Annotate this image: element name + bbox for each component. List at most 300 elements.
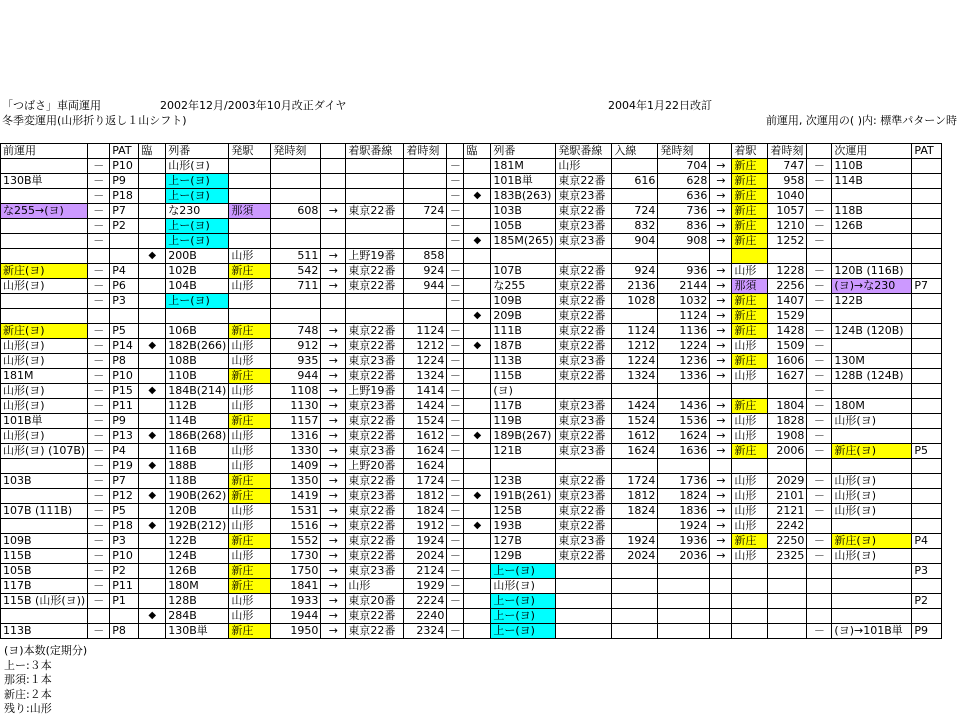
table-cell: － [88,459,110,474]
table-cell [139,504,166,519]
table-cell: P8 [110,354,139,369]
table-cell [1,189,88,204]
table-cell: → [321,264,346,279]
table-cell: P13 [110,429,139,444]
table-cell [768,579,807,594]
table-cell: － [88,294,110,309]
table-cell: 1730 [271,549,321,564]
table-cell: 944 [271,369,321,384]
table-cell: P3 [912,564,942,579]
table-cell: 山形(ヨ) [832,489,912,504]
table-cell [404,294,447,309]
table-cell [832,189,912,204]
table-cell: － [88,519,110,534]
table-cell: ◆ [139,339,166,354]
table-cell: 1336 [658,369,710,384]
table-cell: 東京23番 [346,564,404,579]
table-cell [556,579,612,594]
column-header: 列番 [166,144,229,159]
table-cell: 130B単 [1,174,88,189]
table-cell [321,159,346,174]
table-cell [464,624,491,639]
table-cell: P4 [110,264,139,279]
table-cell: 新庄 [732,309,768,324]
table-cell: － [88,324,110,339]
table-cell [139,399,166,414]
table-cell: － [88,624,110,639]
column-header: 発時刻 [658,144,710,159]
table-cell: 130B単 [166,624,229,639]
table-row [1,159,942,174]
table-cell [768,459,807,474]
table-cell [612,384,658,399]
table-cell: － [807,204,832,219]
table-cell [832,459,912,474]
table-cell: 1804 [768,399,807,414]
table-cell: 181M [1,369,88,384]
table-cell: 110B [166,369,229,384]
table-cell: － [807,474,832,489]
table-cell: 1436 [658,399,710,414]
table-cell [321,219,346,234]
table-cell [464,444,491,459]
table-cell: － [88,444,110,459]
column-header: 臨 [139,144,166,159]
table-cell: 736 [658,204,710,219]
table-cell: 1636 [658,444,710,459]
table-cell: 山形(ヨ) [832,414,912,429]
table-cell: 187B [491,339,556,354]
table-cell: 1212 [612,339,658,354]
table-cell: 新庄(ヨ) [832,534,912,549]
table-cell [139,189,166,204]
table-cell: 1924 [404,534,447,549]
table-cell [832,429,912,444]
table-cell: － [807,429,832,444]
table-cell: 2101 [768,489,807,504]
table-cell: 115B [1,549,88,564]
table-cell [912,264,942,279]
table-cell [271,159,321,174]
table-cell: 1924 [658,519,710,534]
table-cell: 東京22番 [346,429,404,444]
table-cell: → [321,399,346,414]
table-cell [321,234,346,249]
table-cell: 山形 [229,429,271,444]
table-cell: 1330 [271,444,321,459]
table-cell: 上ー(ヨ) [166,294,229,309]
table-cell: P5 [912,444,942,459]
table-cell: 109B [491,294,556,309]
table-cell: 2024 [612,549,658,564]
table-cell [110,309,139,324]
table-cell: 117B [1,579,88,594]
table-cell: 山形(ヨ) [491,579,556,594]
table-cell: ◆ [139,489,166,504]
table-cell [139,594,166,609]
table-cell: → [321,369,346,384]
table-cell: 東京23番 [556,414,612,429]
table-cell: － [807,339,832,354]
table-cell [912,384,942,399]
revision-date: 2004年1月22日改訂 [608,99,712,112]
table-cell: 東京22番 [346,474,404,489]
table-cell: 105B [1,564,88,579]
table-cell: － [447,369,464,384]
column-header [88,144,110,159]
table-cell [271,294,321,309]
table-cell: － [807,534,832,549]
table-cell [612,624,658,639]
table-cell: 944 [404,279,447,294]
table-cell: 1124 [658,309,710,324]
table-row [1,504,942,519]
table-row [1,444,942,459]
table-cell [447,249,464,264]
table-cell: 104B [166,279,229,294]
table-cell: 1529 [768,309,807,324]
table-cell: － [807,279,832,294]
table-cell: － [447,339,464,354]
table-cell: － [807,354,832,369]
table-cell: 東京22番 [346,279,404,294]
table-cell: － [88,579,110,594]
table-cell [464,279,491,294]
table-cell: 511 [271,249,321,264]
table-cell [139,624,166,639]
table-cell: － [447,189,464,204]
table-cell [912,339,942,354]
table-cell: 東京22番 [556,174,612,189]
table-cell: － [447,384,464,399]
table-cell: 115B [491,369,556,384]
table-cell: P6 [110,279,139,294]
column-header: 着時刻 [768,144,807,159]
table-cell: → [710,219,732,234]
table-cell [110,234,139,249]
table-cell: － [807,444,832,459]
table-cell: － [88,534,110,549]
table-cell [346,159,404,174]
table-cell [229,219,271,234]
table-cell [768,609,807,624]
table-cell: － [447,354,464,369]
table-cell: 1624 [612,444,658,459]
table-cell: 東京22番 [346,504,404,519]
table-cell [139,294,166,309]
revision-text: 2002年12月/2003年10月改正ダイヤ [160,99,347,112]
table-cell: 東京22番 [346,414,404,429]
table-cell: 那須 [732,279,768,294]
table-cell: 東京22番 [556,339,612,354]
table-cell: 1424 [404,399,447,414]
table-cell: 2224 [404,594,447,609]
table-cell: 東京22番 [346,549,404,564]
table-cell: 東京22番 [556,474,612,489]
table-cell: － [807,264,832,279]
table-cell: 山形 [732,549,768,564]
table-cell [139,234,166,249]
table-cell: 1750 [271,564,321,579]
table-cell: 616 [612,174,658,189]
table-cell: 106B [166,324,229,339]
table-cell: 124B [166,549,229,564]
table-cell: 新庄 [229,369,271,384]
table-cell: P2 [110,564,139,579]
table-cell: ◆ [464,234,491,249]
table-cell: 1424 [612,399,658,414]
table-cell: 103B [491,204,556,219]
table-cell: 109B [1,534,88,549]
table-cell [832,609,912,624]
table-cell [464,384,491,399]
table-cell [912,294,942,309]
table-cell: 東京23番 [556,534,612,549]
table-cell: － [88,489,110,504]
table-cell [491,249,556,264]
table-cell [912,369,942,384]
table-cell [464,504,491,519]
table-cell: 1524 [612,414,658,429]
table-cell [271,189,321,204]
table-cell: 908 [658,234,710,249]
table-cell: → [321,549,346,564]
table-cell: → [710,354,732,369]
table-cell: (ヨ) [491,384,556,399]
table-cell: → [710,174,732,189]
table-cell [832,594,912,609]
table-cell [139,219,166,234]
table-cell [139,159,166,174]
table-cell [612,609,658,624]
table-cell [807,459,832,474]
table-cell: 182B(266) [166,339,229,354]
table-cell: P2 [912,594,942,609]
table-cell: な230 [166,204,229,219]
table-cell: → [321,444,346,459]
doc-subtitle: 冬季変運用(山形折り返し１山シフト) [2,114,187,127]
table-row [1,534,942,549]
table-row [1,309,942,324]
table-cell [321,174,346,189]
table-cell: → [321,579,346,594]
column-header: 前運用 [1,144,88,159]
table-cell: 1724 [612,474,658,489]
table-cell [912,489,942,504]
table-cell: 1536 [658,414,710,429]
table-cell: 山形 [732,489,768,504]
table-cell: → [710,414,732,429]
table-cell [912,249,942,264]
table-cell: → [321,339,346,354]
table-cell [612,159,658,174]
table-cell: → [321,504,346,519]
table-cell [832,384,912,399]
table-cell: － [88,339,110,354]
table-cell: 1419 [271,489,321,504]
table-cell: 新庄(ヨ) [1,324,88,339]
table-cell: 188B [166,459,229,474]
table-cell: 1130 [271,399,321,414]
table-cell: 192B(212) [166,519,229,534]
table-cell: 2029 [768,474,807,489]
table-cell: 2256 [768,279,807,294]
table-cell: 新庄 [732,324,768,339]
table-cell [139,309,166,324]
table-cell: 新庄 [229,624,271,639]
table-cell [271,219,321,234]
table-cell: 126B [832,219,912,234]
table-row [1,564,942,579]
table-cell: P10 [110,549,139,564]
table-cell: 東京23番 [346,399,404,414]
table-cell [912,159,942,174]
table-cell [612,189,658,204]
table-cell: 108B [166,354,229,369]
table-cell: 1032 [658,294,710,309]
table-cell [110,249,139,264]
table-cell [710,624,732,639]
table-cell: → [710,204,732,219]
table-cell: 1812 [404,489,447,504]
table-cell: 114B [832,174,912,189]
table-cell: 1516 [271,519,321,534]
table-cell [229,309,271,324]
table-cell: 183B(263) [491,189,556,204]
table-cell [271,309,321,324]
column-header: PAT [110,144,139,159]
table-cell: 東京22番 [556,519,612,534]
table-cell: 東京22番 [556,294,612,309]
table-cell [464,324,491,339]
table-cell: P7 [110,204,139,219]
table-cell: 山形(ヨ) [166,159,229,174]
table-cell: P19 [110,459,139,474]
table-cell: P18 [110,189,139,204]
table-cell [658,594,710,609]
table-cell: → [710,534,732,549]
column-header: 臨 [464,144,491,159]
table-cell: 山形(ヨ) [1,339,88,354]
table-cell: 東京22番 [346,264,404,279]
table-cell: 那須 [229,204,271,219]
table-cell: － [807,549,832,564]
table-cell: － [88,369,110,384]
table-cell: → [321,474,346,489]
table-cell: 新庄 [229,489,271,504]
column-header: 発時刻 [271,144,321,159]
table-cell: → [710,504,732,519]
table-cell [768,564,807,579]
table-cell: 山形 [229,399,271,414]
table-cell [229,189,271,204]
table-cell: 191B(261) [491,489,556,504]
table-cell: 上野19番 [346,384,404,399]
table-cell: － [447,534,464,549]
table-cell [139,204,166,219]
table-cell: ◆ [139,519,166,534]
table-cell [832,339,912,354]
table-cell: 2024 [404,549,447,564]
table-cell: 102B [166,264,229,279]
table-cell: 東京22番 [556,504,612,519]
table-cell: － [88,474,110,489]
table-cell: 東京23番 [556,189,612,204]
table-cell: 東京22番 [556,324,612,339]
table-cell: → [321,624,346,639]
table-cell: → [710,549,732,564]
table-cell: 2121 [768,504,807,519]
table-cell [807,249,832,264]
table-cell [464,474,491,489]
table-cell: 193B [491,519,556,534]
table-cell [1,519,88,534]
table-cell: 1624 [404,444,447,459]
table-cell: 東京22番 [556,279,612,294]
table-cell: → [321,414,346,429]
table-cell: 東京23番 [556,399,612,414]
table-cell: 1040 [768,189,807,204]
table-cell [732,384,768,399]
table-cell: な255→(ヨ) [1,204,88,219]
table-cell: － [447,429,464,444]
table-cell: － [807,324,832,339]
table-cell: － [447,399,464,414]
table-cell [732,564,768,579]
table-cell [912,519,942,534]
table-cell: → [710,519,732,534]
table-cell: 1929 [404,579,447,594]
table-cell: 858 [404,249,447,264]
table-cell [346,219,404,234]
table-cell [912,429,942,444]
table-row [1,624,942,639]
table-cell [612,579,658,594]
table-cell: － [447,159,464,174]
column-header: 発駅 [229,144,271,159]
table-cell: 1324 [612,369,658,384]
table-cell: 1824 [658,489,710,504]
table-cell [464,414,491,429]
table-cell [139,369,166,384]
table-cell: － [807,294,832,309]
table-cell [912,459,942,474]
note-line: (ヨ)本数(定期分) [4,644,88,657]
table-cell: 東京22番 [346,204,404,219]
table-cell [912,174,942,189]
table-cell: － [807,219,832,234]
table-cell [912,504,942,519]
table-cell: → [710,309,732,324]
table-cell: 山形 [732,369,768,384]
table-cell [464,174,491,189]
table-cell [139,324,166,339]
table-cell: ◆ [464,339,491,354]
table-cell: 新庄 [229,324,271,339]
table-cell [166,309,229,324]
table-cell: － [447,414,464,429]
table-cell: 東京22番 [556,264,612,279]
table-cell: － [447,234,464,249]
table-cell: 1836 [658,504,710,519]
table-cell: 新庄 [732,399,768,414]
table-cell: － [807,399,832,414]
table-cell: 185M(265) [491,234,556,249]
table-cell [229,234,271,249]
table-cell: 113B [1,624,88,639]
table-cell: 912 [271,339,321,354]
table-cell: 1944 [271,609,321,624]
